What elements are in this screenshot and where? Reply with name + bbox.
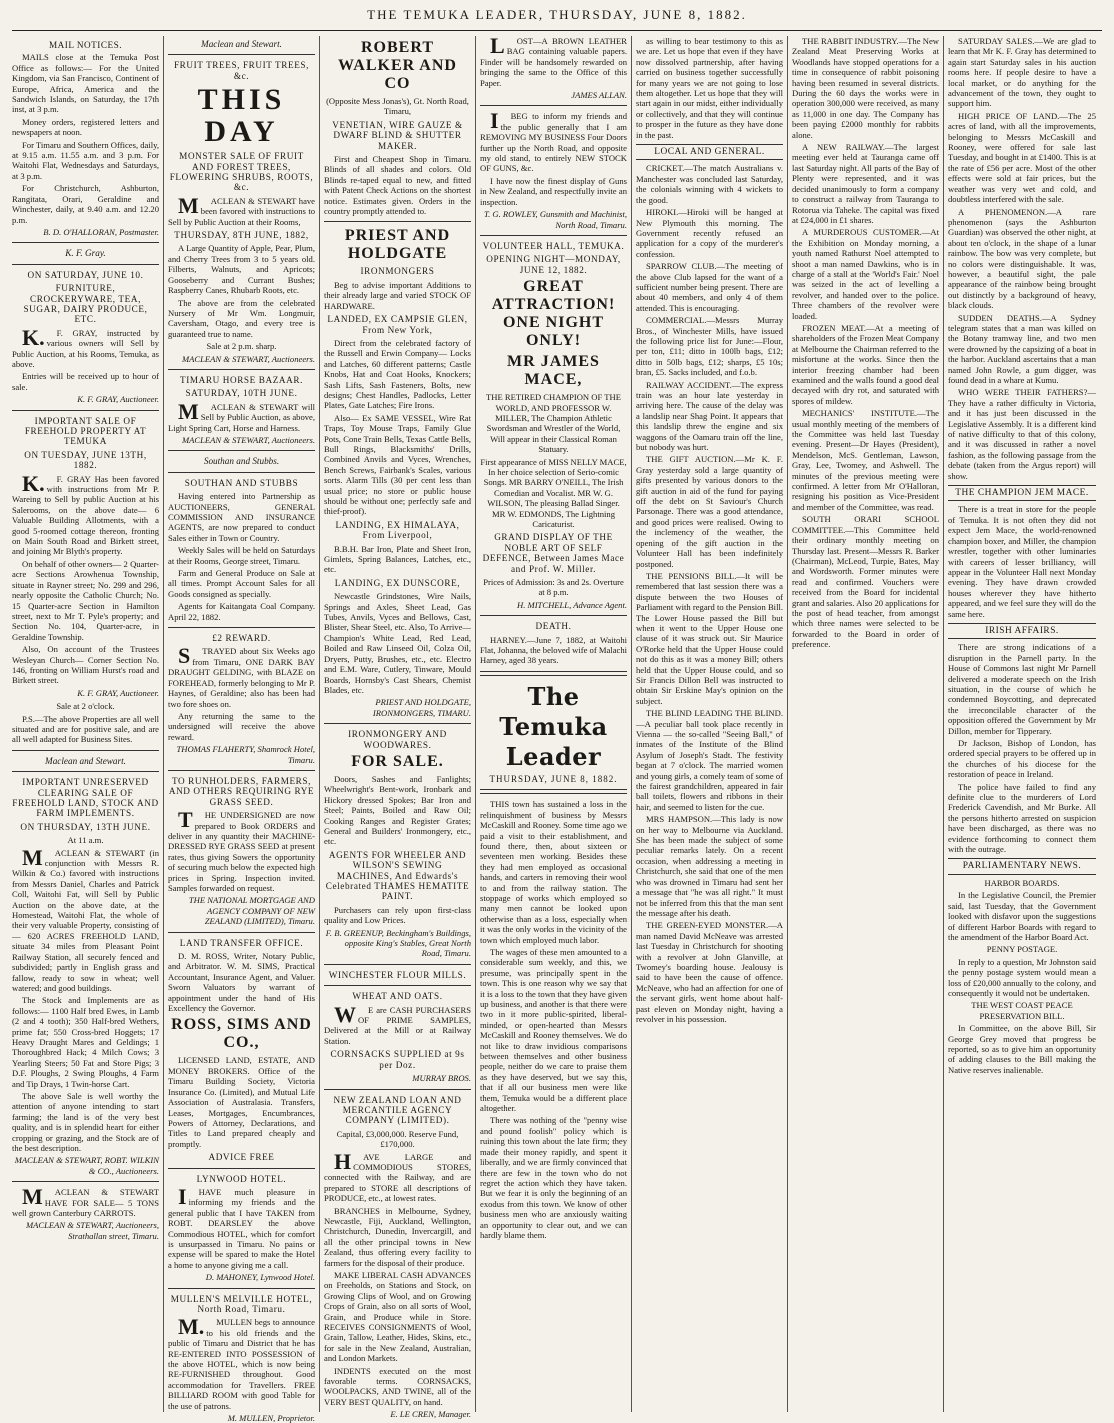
dunscore-heading: LANDING, EX DUNSCORE,: [334, 577, 461, 588]
fruit-trees-date: THURSDAY, 8TH JUNE, 1882,: [174, 230, 309, 241]
melville-hotel-body: M.MULLEN begs to announce to his old friends and the public of Timaru and District that he has RE-ENTERED INTO POSSESSION of the above HOTEL, which is now being RE-FURNISHED throughout. Good accommodation for Travellers. FREE BILLIARD ROOM with good Table for the use of patrons.: [168, 1314, 315, 1411]
reward-body: STRAYED about Six Weeks ago from Timaru, ONE DARK BAY DRAUGHT GELDING, with BLAZE on FOREHEAD, formerly belonging to Mr P. Haynes, of Geraldine; also has been had two fore shoes on.: [168, 643, 315, 709]
news-item: MRS HAMPSON.—This lady is now on her way to Melbourne via Auckland. She has been made the subject of some peculiar remarks lately. On a recent occasion, when addressing a meeting in Christchurch, she said that one of the men who was drowned in Timaru had sent her a message that "he was all right." It must not be inferred from this that the man sent the message after his death.: [636, 814, 783, 918]
kf-gray-body: K.F. GRAY, instructed by various owners will Sell by Public Auction, at his Rooms, Temuka, as above.: [12, 324, 159, 369]
priest-holdgate-body-4: Newcastle Grindstones, Wire Nails, Springs and Axles, Sheet Lead, Gas Tubes, Anvils, Vyces and Bellows, Cast, Blister, Shear Steel, etc. Also, To Arrive— Champion's White Lead, Red Lead, Boiled and Raw Linseed Oil, Colza Oil, Dryers, Putty, Brushes, etc., etc. Electro and E.M. Ware, Cutlery, Tinware, Mould Boards, Hornsby's Cast Shears, Chemist Blades, etc.: [324, 591, 471, 695]
news-item: THE GIFT AUCTION.—Mr K. F. Gray yesterday sold a large quantity of gifts presented by various donors to the gift auction in aid of the fund for paying off the debt on St Saviour's Church Parsonage. There was a good attendance, and good prices were realised. Owing to the inclemency of the weather, the opening of the gift auction in the Volunteer Hall has been indefinitely postponed.: [636, 454, 783, 569]
sewing-machine-agents: AGENTS FOR WHEELER AND WILSON'S SEWING MACHINES, And Edwards's Celebrated THAMES HEMATITE PAINT.: [325, 849, 470, 902]
priest-holdgate-also: Also— Ex SAME VESSEL, Wire Rat Traps, Toy Mouse Traps, Family Glue Pots, Cone Train Bells, Texas Cattle Bells, Bull Rings, Blacksmiths' Drills, Combined Anvils and Vyces, Wrenches, Bench Screws, Fairbank's Scales, various sorts. Alarm Tills (30 per cent less than usual price; no store or public house should be without one; perfectly safe and thief-proof).: [324, 412, 471, 517]
horse-bazaar-date: SATURDAY, 10TH JUNE.: [185, 388, 298, 399]
volunteer-hall-prices: Prices of Admission: 3s and 2s. Overture at 8 p.m.: [483, 577, 624, 598]
news-item: WHO WERE THEIR FATHERS?—They have a rather difficulty in Victoria, and it has just been discussed in the Legislative Assembly. It is a different kind of native difficulty to that of this colony, and it was discussed in rather a novel fashion, as the following passage from the debate (taken from the Argus report) will show.: [948, 387, 1096, 481]
editorial-paragraph: THIS town has sustained a loss in the relinquishment of business by Messrs McCaskill and Rooney. Some time ago we paid a visit to their establishment, and found there, then, about sixteen or seventeen men working. Besides these they had men employed as occasional hands, and carters in removing their wool to and from the railway station. The stoppage of works which employed so many men cannot be looked upon otherwise than as a loss, especially when it was the only works in the vicinity of the town which employed much labor.: [480, 799, 627, 945]
death-heading: DEATH.: [535, 621, 572, 632]
divider: [168, 369, 315, 370]
ironmongery-heading: IRONMONGERY AND WOODWARES.: [348, 729, 447, 750]
column-5: [632, 36, 788, 1412]
reward-body-2: Any returning the same to the undersigned will receive the above reward.: [168, 710, 315, 742]
divider: [324, 964, 471, 965]
news-item: A MURDEROUS CUSTOMER.—At the Exhibition on Monday morning, a youth named Rathurst Noel attempted to shoot a man named Dawkins, who is in charge of a stall at the 'World's Fair.' Noel was seized in the act of levelling a revolver, and handed over to the police. Three chambers of the revolver were loaded.: [792, 227, 939, 321]
volunteer-hall-body-2: First appearance of MISS NELLY MACE, In her choice selection of Serio-comic Songs. MR BARRY O'NEILL, The Irish Comedian and Vocalist. MR W. G. WILSON, The pleasing Ballad Singer. MR W. EDMONDS, The Lightning Caricaturist.: [480, 456, 627, 529]
gunsmith-ad: IBEG to inform my friends and the public generally that I am REMOVING MY BUSINESS Four Doors further up the North Road, and opposite my old stand, to entirely NEW STOCK OF GUNS, &c.: [480, 108, 627, 174]
important-sale-body: K.F. GRAY Has been favored with instructions from Mr P. Wareing to Sell by public Auction at his Salerooms, on the above date— 6 Valuable Building Allotments, with a good 5-roomed cottage thereon, fronting on Main South Road and Birkett street, and joining Mr Blyth's property.: [12, 470, 159, 557]
penny-postage-subhead: PENNY POSTAGE.: [986, 944, 1058, 955]
editorial-continued: as willing to bear testimony to this as we are. Let us hope that even if they have now dissolved partnership, after having carried on business together successfully for many years we are not going to lose them altogether. Let us hope that they will start again in our midst, either individually or collectively, and that they will continue to prosper in the future as they have done in the past.: [636, 36, 783, 140]
editorial-paragraph: The wages of these men amounted to a considerable sum weekly, and this, we presume, was principally spent in the town. This is one reason why we say that it is a loss to the town that they have given up business, and another is that there were two in it more public-spirited, liberal-minded, or open-hearted than Messrs McCaskill and Rooney themselves. We do not like to draw invidious comparisons between themselves and other business people, neither do we care to praise them as they have deserved, but we say this, that if all our business men were like them, Temuka would be a different place altogether.: [480, 946, 627, 1114]
divider: [324, 985, 471, 986]
divider: [12, 1181, 159, 1182]
mail-notices-text-2: Money orders, registered letters and newspapers at noon.: [12, 116, 159, 138]
news-item: In the Legislative Council, the Premier said, last Tuesday, that the Government looked with disfavor upon the suggestions of different Harbor Boards with regard to the amendment of the Harbor Board Act.: [948, 890, 1096, 942]
news-item: Dr Jackson, Bishop of London, has ordered special prayers to be offered up in the churches of his diocese for the restoration of peace in Ireland.: [948, 738, 1096, 780]
land-transfer-heading: LAND TRANSFER OFFICE.: [179, 937, 304, 948]
mail-notices-signature: B. D. O'HALLORAN, Postmaster.: [43, 226, 159, 237]
news-item: HIGH PRICE OF LAND.—The 25 acres of land, with all the improvements, belonging to Messrs McCaskill and Rooney, were offered for sale last Tuesday, and bought in at £1400. This is at the rate of £56 per acre. Most of the other effects were sold at fair prices, but the weather was very wet and cold, and doubtless interfered with the sale.: [948, 110, 1096, 205]
fruit-trees-body-2: A Large Quantity of Apple, Pear, Plum, and Cherry Trees from 3 to 5 years old. Filberts, Walnuts, and Apricots; Gooseberry and Currant Bushes; Raspberry Canes, Rhubarb Roots, etc.: [168, 243, 315, 296]
for-sale-title: FOR SALE.: [351, 752, 444, 770]
divider: [324, 221, 471, 222]
important-sale-date: ON TUESDAY, JUNE 13TH, 1882.: [24, 449, 147, 471]
news-item: SUDDEN DEATHS.—A Sydney telegram states that a man was killed on the Botany tramway line, and two men were drowned by the capsizing of a boat in the harbor. Auckland ascertains that a man named John Rowle, a gum digger, was found dead in a whare at Kumu.: [948, 312, 1096, 385]
divider: [168, 770, 315, 771]
nameplate-rule: [480, 789, 627, 794]
news-item: There are strong indications of a disruption in the Parnell party. In the House of Commons last night Mr Parnell delivered a moderate speech on the Irish situation, in the course of which he condemned Boycotting, and deprecated the irreconcilable character of the opposition offered the Government by Mr Dillon, member for Tipperary.: [948, 642, 1096, 736]
nz-loan-capital: Capital, £3,000,000. Reserve Fund, £170,000.: [336, 1128, 459, 1150]
flour-mills-heading: WINCHESTER FLOUR MILLS.: [328, 969, 467, 980]
reward-heading: £2 REWARD.: [212, 633, 271, 644]
monster-sale-title: MONSTER SALE OF FRUIT AND FOREST TREES, FLOWERING SHRUBS, ROOTS, &c.: [169, 151, 314, 193]
wheat-oats-body: WE are CASH PURCHASERS OF PRIME SAMPLES, Delivered at the Mill or at Railway Station.: [324, 1001, 471, 1046]
carrots-ad: MACLEAN & STEWART HAVE FOR SALE— 5 TONS well grown Canterbury CARROTS.: [12, 1184, 159, 1219]
news-item: A NEW RAILWAY.—The largest meeting ever held at Tauranga came off last Saturday night. All parts of the Bay of Plenty were represented, and it was decided unanimously to form a company to construct a railway from Tauranga to Rotorua via Taheke. The capital was fixed at £24,000 in £1 shares.: [792, 142, 939, 225]
masthead-rule: [12, 30, 1102, 31]
robert-walker-trade: VENETIAN, WIRE GAUZE & DWARF BLIND & SHUTTER MAKER.: [332, 119, 463, 151]
volunteer-hall-body-3: GRAND DISPLAY OF THE NOBLE ART OF SELF DEFENCE, Between James Mace and Prof. W. Miller.: [482, 532, 625, 574]
priest-holdgate-signature: PRIEST AND HOLDGATE, IRONMONGERS, TIMARU.: [372, 697, 471, 718]
news-item: There is a treat in store for the people of Temuka. It is not often they did not expect Jem Mace, the world-renowned champion boxer, and Miller, the champion wrestler, together with other luminaries with careers of lesser brilliancy, will appear in the Volunteer Hall next Monday evening. They have drawn crowded houses wherever they have hitherto appeared, and we feel sure they will do the same here.: [948, 504, 1096, 619]
reward-signature: THOMAS FLAHERTY, Shamrock Hotel, Timaru.: [176, 744, 315, 765]
news-item: SATURDAY SALES.—We are glad to learn that Mr K. F. Gray has determined to again start Saturday sales in his auction rooms here. If people desire to have a local market, or do anything for the advancement of the town, they ought to support him.: [948, 36, 1096, 109]
priest-holdgate-body-2: Direct from the celebrated factory of the Russell and Erwin Company— Locks and Latches, 60 different patterns; Castle Knobs, Hat and Coat Hooks, Knockers; Sash Lifts, Sash Fasteners, Bolts, new designs; Chest Handles, Padlocks, Letter Plates, Gate Latches; Fire Irons.: [324, 337, 471, 411]
divider: [168, 932, 315, 933]
news-item: THE PENSIONS BILL.—It will be remembered that last session there was a dispute between the two Houses of Parliament with regard to the Pension Bill. The Lower House passed the Bill but when it went to the Upper House one clause of it was struck out. Sir Maurice O'Rorke held that the Upper House could not do this as it was a money Bill; others held that the Upper House could, and so Sir Francis Dillon Bell was instructed to obtain Sir Erskine May's opinion on the subject.: [636, 570, 783, 706]
news-item: MECHANICS' INSTITUTE.—The usual monthly meeting of the members of the Committee was held last Tuesday evening. Present—Dr Hayes (President), Mendelson, McS. Gentleman, Lawson, Gray, Lee, Twomey, and Ashwell. The minutes of the previous meeting were confirmed. A letter from Mr O'Halloran, resigning his position as Vice-President and member of the Committee, was read.: [792, 408, 939, 512]
gunsmith-signature: T. G. ROWLEY, Gunsmith and Machinist, North Road, Timaru.: [483, 209, 627, 230]
fruit-trees-signature: MACLEAN & STEWART, Auctioneers.: [182, 353, 315, 364]
news-item: RAILWAY ACCIDENT.—The express train was an hour late yesterday in arriving here. The cause of the delay was a landslip near Shag Point. It appears that this landslip threw the engine and six waggons of the Oamaru train off the line, but nobody was hurt.: [636, 379, 783, 453]
news-item: HIROKI.—Hiroki will be hanged at New Plymouth this morning. The Government recently refused an application for a copy of the murderer's confession.: [636, 207, 783, 259]
volunteer-hall-date: OPENING NIGHT—MONDAY, JUNE 12, 1882.: [486, 254, 621, 275]
clearing-sale-body: MACLEAN & STEWART (in conjunction with Messrs R. Wilkin & Co.) favored with instructions from Messrs Daniel, Charles and Patrick Coll, Waitohi Fat, will Sell by Public Auction on the above date, at the Homestead, Waitohi Flat, the whole of their very valuable Property, consisting of— 620 ACRES FREEHOLD LAND, situate 34 miles from Pleasant Point Railway Station, all securely fenced and subdivided; partly in English grass and fallow, ready to sow in wheat; well watered; and good buildings.: [12, 844, 159, 993]
editorial-paragraph: There was nothing of the "penny wise and pound foolish" policy which is ruining this town about the late firm; they made their money rapidly, and spent it liberally, and we are firmly convinced that there are few in the town who do not regret the action which they have taken. But we fear it is only the beginning of an exodus from this town. We know of other business men who are anxiously waiting an opportunity to clear out, and we can hardly blame them.: [480, 1115, 627, 1240]
nz-loan-heading: NEW ZEALAND LOAN AND MERCANTILE AGENCY COMPANY (LIMITED).: [333, 1094, 462, 1126]
news-item: FROZEN MEAT.—At a meeting of shareholders of the Frozen Meat Company at Melbourne the Chairman referred to the misfortune at the works. Since then the interior freezing chamber had been examined and the walls found a good deal decayed with dry rot, and saturated with spores of mildew.: [792, 322, 939, 406]
divider: [168, 1288, 315, 1289]
rye-grass-heading: TO RUNHOLDERS, FARMERS, AND OTHERS REQUIRING RYE GRASS SEED.: [168, 775, 315, 807]
wheat-oats-heading: WHEAT AND OATS.: [352, 991, 443, 1002]
for-sale-signature: F. B. GREENUP, Beckingham's Buildings, opposite King's Stables, Great North Road, Timaru.: [325, 927, 471, 959]
news-item: THE GREEN-EYED MONSTER.—A man named David McNeave was arrested last Tuesday in Christchurch for shooting with a revolver at John Glanville, at Twomey's boarding house. Jealousy is said to have been the cause of offence. McNeave, who had an affection for one of the servant girls, went home about half-past eleven on Monday night, having a revolver in his possession.: [636, 920, 783, 1024]
volunteer-hall-heading: VOLUNTEER HALL, TEMUKA.: [482, 240, 625, 251]
gunsmith-ad-2: I have now the finest display of Guns in New Zealand, and respectfully invite an inspection.: [480, 175, 627, 207]
news-item: SOUTH ORARI SCHOOL COMMITTEE.—This Committee held their ordinary monthly meeting on Thursday last. Present—Messrs R. Barker (Chairman), McLeod, Turpie, Bates, May and Wordsworth. Former minutes were read and confirmed. Vouchers were received from the Board for incidental grant and salaries. Also 20 applications for the post of head teacher, from amongst which three names were selected to be forwarded to the Board in order of preference.: [792, 514, 939, 650]
nz-loan-body-2: BRANCHES in Melbourne, Sydney, Newcastle, Fiji, Auckland, Wellington, Christchurch, Dunedin, Invercargill, and all the other principal towns in New Zealand, thus offering every facility to farmers for the disposal of their produce.: [324, 1205, 471, 1268]
mail-notices-heading: MAIL NOTICES.: [48, 40, 123, 50]
clearing-sale-time: At 11 a.m.: [67, 835, 104, 846]
clearing-sale-signature: MACLEAN & STEWART, ROBT. WILKIN & CO., Auctioneers.: [14, 1155, 159, 1176]
divider: [480, 615, 627, 616]
himalaya-heading: LANDING, EX HIMALAYA, From Liverpool,: [335, 519, 460, 541]
divider: [168, 627, 315, 628]
irish-affairs-heading: IRISH AFFAIRS.: [948, 623, 1096, 639]
kf-gray-title: FURNITURE, CROCKERYWARE, TEA, SUGAR, DAIRY PRODUCE, ETC.: [23, 283, 148, 325]
rye-grass-signature: THE NATIONAL MORTGAGE AND AGENCY COMPANY OF NEW ZEALAND (LIMITED), Timaru.: [188, 895, 315, 927]
lost-bag-signature: JAMES ALLAN.: [571, 90, 627, 101]
fruit-trees-sale-time: Sale at 2 p.m. sharp.: [206, 341, 277, 352]
melville-hotel-signature: M. MULLEN, Proprietor.: [227, 1413, 315, 1423]
parliamentary-news-heading: PARLIAMENTARY NEWS.: [948, 858, 1096, 874]
fruit-trees-body-3: The above are from the celebrated Nursery of Mr Wm. Longmuir, Caversham, Otago, and every tree is guaranteed true to name.: [168, 297, 315, 339]
news-item: In reply to a question, Mr Johnston said the penny postage system would mean a loss of £20,000 annually to the colony, and consequently it would not be undertaken.: [948, 956, 1096, 998]
lynwood-hotel-heading: LYNWOOD HOTEL.: [196, 1173, 287, 1184]
news-item: THE RABBIT INDUSTRY.—The New Zealand Meat Preserving Works at Woodlands have stopped operations for a time in consequence of rabbit poisoning having been resumed in several districts. During the 60 days the works were in operation 300,000 were received, as many as 11,000 in one day. The Company has been paying £2000 monthly for rabbits alone.: [792, 36, 939, 140]
clearing-sale-note: The above Sale is well worthy the attention of anyone intending to start farming; the land is of the very best quality, and is in splendid heart for either cropping or grazing, and the Stock are of the best description.: [12, 1090, 159, 1153]
southan-stubbs-body-2: Weekly Sales will be held on Saturdays at their Rooms, George street, Timaru.: [168, 545, 315, 566]
mail-notices-text-4: For Christchurch, Ashburton, Rangitata, Orari, Geraldine and Winchester, daily, at 9.40 a.m. and 12.20 p.m.: [12, 183, 159, 225]
priest-holdgate-body: Beg to advise important Additions to their already large and varied STOCK OF HARDWARE.: [324, 279, 471, 311]
news-item: COMMERCIAL.—Messrs Murray Bros., of Winchester Mills, have issued the following price list for June:—Flour, per ton, £11; ditto in 100lb bags, £12; ditto in 50lb bags, £12; sharps, £5 10s; bran, £5. Sacks included, and f.o.b.: [636, 315, 783, 378]
carrots-signature: MACLEAN & STEWART, Auctioneers, Strathallan street, Timaru.: [26, 1220, 159, 1241]
newspaper-nameplate: The Temuka Leader: [499, 681, 608, 771]
lynwood-hotel-signature: D. MAHONEY, Lynwood Hotel.: [205, 1272, 315, 1283]
wheat-oats-signature: MURRAY BROS.: [412, 1073, 471, 1084]
southan-stubbs-agents: Agents for Kaitangata Coal Company. April 22, 1882.: [168, 601, 315, 622]
volunteer-hall-signature: H. MITCHELL, Advance Agent.: [517, 599, 627, 610]
advice-free: ADVICE FREE: [208, 1152, 275, 1163]
news-item: THE BLIND LEADING THE BLIND.—A peculiar ball took place recently in Vienna — the so-called "Seeing Ball," of inmates of the Institute of the Blind Asylum of Joseph's Stadt. The festivity began at 7 o'clock. The married women and young girls, a comely team of some of the fairest grandchildren, appeared in fair ball toilets, flowers and ribbons in their hair, and seemed to listen for the cue.: [636, 708, 783, 812]
maclean-stewart-heading: Maclean and Stewart.: [45, 755, 126, 766]
priest-holdgate-subtitle: IRONMONGERS: [360, 266, 435, 277]
divider: [12, 242, 159, 243]
fruit-trees-heading: FRUIT TREES, FRUIT TREES, &c.: [173, 60, 310, 81]
robert-walker-title: ROBERT WALKER AND CO: [338, 39, 457, 92]
this-day-banner: THIS DAY: [197, 83, 286, 149]
great-attraction: GREAT ATTRACTION! ONE NIGHT ONLY!: [491, 278, 616, 350]
for-sale-body-2: Purchasers can rely upon first-class quality and Low Prices.: [324, 904, 471, 926]
kf-gray-heading: K. F. Gray.: [65, 248, 106, 259]
southan-stubbs-heading: Southan and Stubbs.: [203, 456, 280, 467]
important-sale-time: Sale at 2 o'clock.: [56, 701, 115, 712]
priest-holdgate-title: PRIEST AND HOLDGATE: [344, 227, 451, 263]
news-item: The police have failed to find any definite clue to the murderers of Lord Frederick Cavendish, and Mr Burke. All the persons hitherto arrested on suspicion have been discharged, as there was no evidence forthcoming to connect them with the outrage.: [948, 781, 1096, 855]
ross-sims-title: ROSS, SIMS AND CO.,: [171, 1016, 312, 1052]
kf-gray-body-2: Entries will be received up to hour of sale.: [12, 371, 159, 392]
lost-bag-ad: LOST—A BROWN LEATHER BAG containing valuable papers. Finder will be handsomely rewarded on bringing the same to the Office of this Paper.: [480, 33, 627, 88]
robert-walker-address: (Opposite Mess Jonas's), Gt. North Road, Timaru,: [326, 96, 469, 117]
important-sale-signature: K. F. GRAY, Auctioneer.: [77, 687, 159, 698]
rye-grass-body: THE UNDERSIGNED are now prepared to Book ORDERS and deliver in any quantity their MACHINE-DRESSED RYE GRASS SEED at present rates, thus giving Sowers the opportunity of securing much below the expected high prices in Spring. Inspection invited. Samples forwarded on request.: [168, 807, 315, 893]
kf-gray-date: ON SATURDAY, JUNE 10.: [27, 269, 144, 280]
ross-sims-body: LICENSED LAND, ESTATE, AND MONEY BROKERS. Office of the Timaru Building Society, Victoria Insurance Co. (Limited), and Mutual Life Association of Australasia. Transfers, Leases, Mortgages, Encumbrances, Powers of Attorney, Declarations, and Titles to Land prepared cheaply and promptly.: [168, 1055, 315, 1149]
horse-bazaar-body: MACLEAN & STEWART will Sell by Public Auction, as above, Light Spring Cart, Horse and Harness.: [168, 398, 315, 433]
divider: [168, 472, 315, 473]
nz-loan-body: HAVE LARGE and COMMODIOUS STORES, connected with the Railway, and are prepared to STORE all descriptions of PRODUCE, etc., at lowest rates.: [324, 1148, 471, 1204]
column-1: [8, 36, 164, 1412]
divider: [480, 235, 627, 236]
fruit-trees-body: MACLEAN & STEWART have been favored with instructions to Sell by Public Auction at their Rooms,: [168, 192, 315, 227]
divider: [168, 450, 315, 451]
divider: [324, 723, 471, 724]
divider: [12, 750, 159, 751]
newspaper-columns: [8, 33, 1106, 1423]
volunteer-hall-body: THE RETIRED CHAMPION OF THE WORLD, AND PROFESSOR W. MILLER, The Champion Athletic Swordsman and Wrestler of the World, Will appear in their Classical Roman Statuary.: [486, 392, 621, 455]
masthead: THE TEMUKA LEADER, THURSDAY, JUNE 8, 1882.: [367, 7, 747, 22]
editorial-dateline: THURSDAY, JUNE 8, 1882.: [489, 773, 618, 784]
for-sale-body: Doors, Sashes and Fanlights; Wheelwright's Bent-work, Ironbark and Hickory dressed Spokes; Bar Iron and Steel; Paints, Boiled and Raw Oil; Cooking Ranges and Register Grates; General and Builders' Ironmongery, etc., etc.: [324, 773, 471, 847]
horse-bazaar-heading: TIMARU HORSE BAZAAR.: [179, 374, 304, 385]
column-2: [164, 36, 320, 1423]
divider: [12, 410, 159, 411]
southan-stubbs-title: SOUTHAN AND STUBBS: [184, 477, 299, 488]
clearing-sale-title: IMPORTANT UNRESERVED CLEARING SALE OF FREEHOLD LAND, STOCK AND FARM IMPLEMENTS.: [12, 777, 159, 819]
priest-holdgate-body-3: B.B.H. Bar Iron, Plate and Sheet Iron, Gimlets, Spring Balances, Latches, etc., etc.: [324, 543, 471, 575]
lynwood-hotel-body: IHAVE much pleasure in informing my friends and the general public that I have TAKEN from ROBT. DEARSLEY the above Commodious HOTEL, which for comfort is unsurpassed in Timaru. No pains or expense will be spared to make the Hotel a home to anyone giving me a call.: [168, 1183, 315, 1270]
nz-loan-signature: E. LE CREN, Manager.: [390, 1409, 471, 1420]
news-item: SPARROW CLUB.—The meeting of the above Club lapsed for the want of a sufficient number being present. There are about 40 members, and only 4 of them attended. This is encouraging.: [636, 261, 783, 313]
column-7: [944, 36, 1100, 1412]
news-item: A PHENOMENON.—A rare phenomenon (says the Ashburton Guardian) was observed the other night, at about ten o'clock, in the shape of a lunar rainbow. The bow was very complete, but no colors were distinguishable. It was, however, a beautiful sight, the pale appearance of the rainbow being brought out distinctly by a background of heavy, black clouds.: [948, 206, 1096, 311]
divider: [12, 264, 159, 265]
nz-loan-body-3: MAKE LIBERAL CASH ADVANCES on Freeholds, on Stations and Stock, on Growing Clips of Wool, and on Growing Crops of Grain, also on all sorts of Wool, Grain, and Produce while in Store. RECEIVES CONSIGNMENTS of Wool, Grain, Tallow, Leather, Hides, Skins, etc., for sale in the New Zealand, Australian, and London Markets.: [324, 1270, 471, 1364]
important-sale-heading: IMPORTANT SALE OF FREEHOLD PROPERTY AT TEMUKA: [24, 415, 147, 447]
column-4: [476, 33, 632, 1412]
column-6: [788, 36, 944, 1412]
champion-mace-heading: THE CHAMPION JEM MACE.: [948, 485, 1096, 501]
campsie-glen-heading: LANDED, EX CAMPSIE GLEN, From New York,: [327, 314, 468, 335]
nameplate-rule: [480, 671, 627, 676]
southan-stubbs-body: Having entered into Partnership as AUCTIONEERS, GENERAL COMMISSION AND INSURANCE AGENTS, are now prepared to conduct Sales either in Town or Country.: [168, 491, 315, 543]
important-sale-body-3: Also, On account of the Trustees Wesleyan Church— Corner Section No. 146, fronting on William Hurst's road and Birkett street.: [12, 644, 159, 686]
important-sale-body-2: On behalf of other owners— 2 Quarter-acre Sections Arowhenua Township, situate in Rayner street; No. 299 and 296, nearly opposite the Catholic Church; No. 15 Quarter-acre Section in Hamilton street, next to Mr T. Pyle's property; and Section No. 104, Quarter-acre, in Geraldine Township.: [12, 558, 159, 642]
death-notice: HARNEY.—June 7, 1882, at Waitohi Flat, Johanna, the beloved wife of Malachi Harney, aged 38 years.: [480, 634, 628, 666]
divider: [480, 105, 627, 106]
harbor-boards-subhead: HARBOR BOARDS.: [984, 877, 1060, 888]
mail-notices-text-3: For Timaru and Southern Offices, daily, at 9.15 a.m. 11.55 a.m. and 3 p.m. For Waitohi Flat, Wednesdays and Saturdays, at 3 p.m.: [12, 139, 160, 181]
maclean-stewart-heading: Maclean and Stewart.: [201, 39, 282, 49]
nz-loan-body-4: INDENTS executed on the most favorable terms. CORNSACKS, WOOLPACKS, AND TWINE, all of the VERY BEST QUALITY, on hand.: [324, 1365, 471, 1407]
mail-notices-text: MAILS close at the Temuka Post Office as follows:— For the United Kingdom, via San Francisco, Continent of Europe, Africa, America and the Sandwich Islands, on Saturday, the 17th inst, at 3 p.m.: [12, 52, 159, 115]
news-item: CRICKET.—The match Australians v. Manchester was concluded last Saturday, the colonials winning with 4 wickets to the good.: [636, 163, 783, 205]
column-3: [320, 36, 476, 1420]
james-mace-name: MR JAMES MACE,: [507, 353, 600, 389]
clearing-sale-stock: The Stock and Implements are as follows:— 1100 Half bred Ewes, in Lamb (2 and 4 tooth); 350 Half-bred Wethers, prime fat; 550 Cross-bred Hoggets; 17 Heavy Draught Mares and Geldings; 1 Thoroughbred Hack; 4 Milch Cows; 3 Yearling Steers; 50 Fat and Store Pigs; 3 D.F. Ploughs, 2 Swing Ploughs, 4 Farm and Tip Drays, 1 Twin-horse Cart.: [12, 995, 159, 1089]
kf-gray-signature: K. F. GRAY, Auctioneer.: [77, 394, 159, 405]
southan-stubbs-body-3: Farm and General Produce on Sale at all times. Prompt Account Sales for all Goods consigned as specially.: [168, 568, 315, 599]
divider: [12, 771, 159, 772]
cornsacks-line: CORNSACKS SUPPLIED at 9s per Doz.: [330, 1049, 465, 1070]
news-item: In Committee, on the above Bill, Sir George Grey moved that progress be reported, so as to give him an opportunity of adding clauses to the Bill making the Native reserves inalienable.: [948, 1023, 1096, 1075]
important-sale-ps: P.S.—The above Properties are all well situated and are for positive sale, and are all well adapted for Business Sites.: [12, 713, 159, 745]
melville-hotel-heading: MULLEN'S MELVILLE HOTEL, North Road, Timaru.: [170, 1293, 313, 1314]
horse-bazaar-signature: MACLEAN & STEWART, Auctioneers.: [182, 434, 315, 445]
divider: [168, 54, 315, 55]
divider: [324, 1089, 471, 1090]
robert-walker-body: First and Cheapest Shop in Timaru. Blinds of all shades and colors. Old Blinds re-taped equal to new, and fitted with Patent Check Actions on the shortest notice. Estimates given. Orders in the country promptly attended to.: [324, 154, 471, 217]
divider: [168, 1168, 315, 1169]
local-general-heading: LOCAL AND GENERAL.: [636, 144, 783, 160]
west-coast-bill-subhead: THE WEST COAST PEACE PRESERVATION BILL.: [971, 1000, 1073, 1021]
clearing-sale-date: ON THURSDAY, 13TH JUNE.: [20, 821, 151, 832]
land-transfer-body: D. M. ROSS, Writer, Notary Public, and Arbitrator. W. M. SIMS, Practical Accountant, Insurance Agent, and Valuer. Sworn Valuators by warrant of appointment under the hand of His Excellency the Governor.: [168, 951, 315, 1014]
